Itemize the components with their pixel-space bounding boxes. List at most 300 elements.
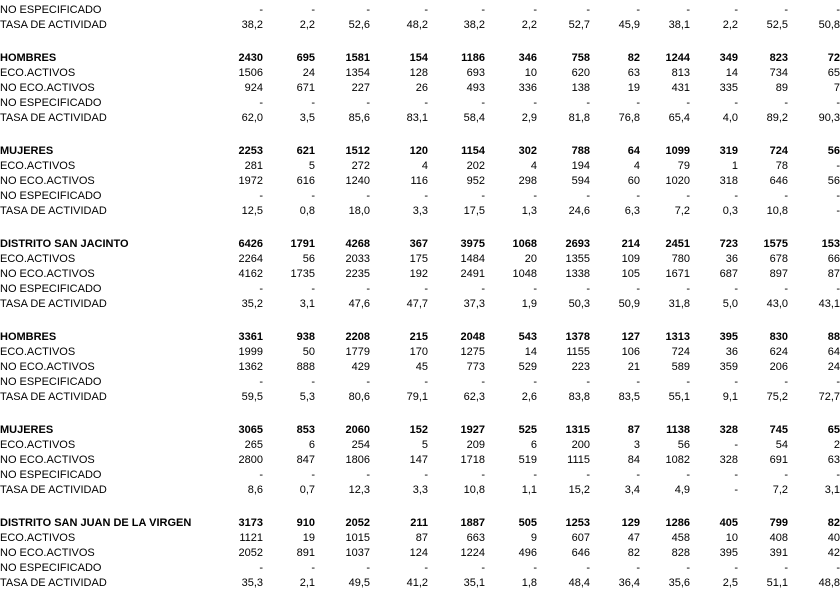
value-cell: - [533,97,537,109]
value-cell: 24 [827,361,840,373]
value-cell: 2,6 [521,391,537,403]
value-cell: 59,5 [241,391,263,403]
value-cell: 1253 [565,517,590,529]
value-cell: 82 [627,547,640,559]
value-cell: 1240 [345,175,370,187]
value-cell: 66 [827,253,840,265]
value-cell: 40 [827,532,840,544]
value-cell: 693 [466,67,485,79]
value-cell: 5,0 [722,298,738,310]
section-header-row [0,516,840,531]
value-cell: 154 [409,52,428,64]
value-cell: 87 [627,424,640,436]
value-cell: 85,6 [348,112,370,124]
value-cell: - [784,4,788,16]
value-cell: 6 [530,439,537,451]
value-cell: 63 [627,67,640,79]
value-cell: 26 [415,82,428,94]
value-cell: 745 [769,424,788,436]
value-cell: 10,8 [766,205,788,217]
value-cell: 1115 [567,454,590,466]
value-cell: - [311,376,315,388]
table-row [0,468,840,483]
value-cell: - [836,4,840,16]
row-label: ECO.ACTIVOS [0,253,76,265]
value-cell: 1575 [763,238,788,250]
value-cell: 5 [308,160,315,172]
value-cell: - [424,97,428,109]
value-cell: 1,1 [521,484,537,496]
value-cell: 493 [466,82,485,94]
section-header-row [0,423,840,438]
spacer-cell [0,498,840,516]
value-cell: 616 [296,175,315,187]
value-cell: 42 [827,547,840,559]
value-cell: - [424,376,428,388]
value-cell: 1484 [460,253,485,265]
value-cell: 63 [827,454,840,466]
value-cell: 211 [410,517,428,529]
value-cell: 10 [725,532,738,544]
value-cell: 79,1 [406,391,428,403]
value-cell: 589 [671,361,690,373]
value-cell: 194 [571,160,590,172]
value-cell: 78 [775,160,788,172]
value-cell: - [836,97,840,109]
row-label: DISTRITO SAN JUAN DE LA VIRGEN [0,517,192,529]
value-cell: 83,1 [406,112,428,124]
value-cell: 2451 [665,238,690,250]
row-label: NO ESPECIFICADO [0,190,102,202]
value-cell: 723 [719,238,738,250]
value-cell: 924 [244,82,263,94]
value-cell: - [734,439,738,451]
value-cell: 90,3 [818,112,840,124]
table-row [0,297,840,312]
value-cell: - [836,469,840,481]
row-label: NO ESPECIFICADO [0,97,102,109]
value-cell: 1186 [461,52,485,64]
value-cell: 328 [719,454,738,466]
value-cell: - [836,205,840,217]
value-cell: 799 [769,517,788,529]
value-cell: 36 [725,253,738,265]
value-cell: 106 [621,346,640,358]
value-cell: 45,9 [618,19,640,31]
value-cell: 215 [409,331,428,343]
row-label: MUJERES [0,424,54,436]
row-label: TASA DE ACTIVIDAD [0,577,107,589]
value-cell: 4 [530,160,537,172]
value-cell: 1020 [665,175,690,187]
activity-table-body [0,3,840,591]
value-cell: - [836,562,840,574]
value-cell: 336 [518,82,537,94]
value-cell: - [259,97,263,109]
value-cell: 120 [409,145,428,157]
value-cell: 20 [524,253,537,265]
value-cell: - [686,469,690,481]
section-header-row [0,330,840,345]
row-label: NO ESPECIFICADO [0,562,102,574]
value-cell: 227 [351,82,370,94]
row-label: TASA DE ACTIVIDAD [0,298,107,310]
value-cell: 346 [518,52,537,64]
spacer-row [0,126,840,144]
value-cell: 281 [244,160,263,172]
value-cell: 2235 [345,268,370,280]
value-cell: - [686,190,690,202]
value-cell: 1082 [665,454,690,466]
value-cell: - [259,562,263,574]
value-cell: 1378 [565,331,590,343]
value-cell: - [784,562,788,574]
value-cell: 48,4 [568,577,590,589]
value-cell: 56 [302,253,315,265]
value-cell: 1286 [665,517,690,529]
value-cell: 1099 [665,145,690,157]
value-cell: 76,8 [618,112,640,124]
value-cell: - [481,469,485,481]
value-cell: 780 [671,253,690,265]
value-cell: 1338 [565,268,590,280]
value-cell: - [734,484,738,496]
value-cell: 1037 [345,547,370,559]
value-cell: 1,3 [521,205,537,217]
value-cell: 62,3 [463,391,485,403]
value-cell: 14 [524,346,537,358]
value-cell: 49,5 [348,577,370,589]
table-row [0,375,840,390]
value-cell: 24 [302,67,315,79]
value-cell: 724 [671,346,690,358]
table-row [0,546,840,561]
value-cell: 8,6 [247,484,263,496]
value-cell: 773 [466,361,485,373]
spacer-row [0,219,840,237]
value-cell: 3173 [238,517,263,529]
value-cell: 5,3 [299,391,315,403]
value-cell: 88 [827,331,840,343]
value-cell: - [481,562,485,574]
value-cell: - [784,190,788,202]
table-row [0,189,840,204]
value-cell: 678 [769,253,788,265]
value-cell: 87 [827,268,840,280]
row-label: HOMBRES [0,52,57,64]
value-cell: 9,1 [722,391,738,403]
table-row [0,81,840,96]
table-row [0,576,840,591]
row-label: ECO.ACTIVOS [0,160,76,172]
value-cell: 1512 [345,145,370,157]
table-row [0,96,840,111]
value-cell: - [533,376,537,388]
value-cell: 1581 [345,52,370,64]
value-cell: 4,0 [722,112,738,124]
row-label: NO ESPECIFICADO [0,283,102,295]
value-cell: 319 [719,145,738,157]
spacer-cell [0,405,840,423]
spacer-cell [0,312,840,330]
value-cell: 0,8 [299,205,315,217]
row-label: TASA DE ACTIVIDAD [0,19,107,31]
value-cell: 19 [627,82,640,94]
value-cell: 1,8 [521,577,537,589]
value-cell: 56 [827,175,840,187]
value-cell: 60 [627,175,640,187]
value-cell: - [636,4,640,16]
value-cell: 56 [827,145,840,157]
value-cell: 3,1 [824,484,840,496]
row-label: ECO.ACTIVOS [0,67,76,79]
value-cell: 5 [421,439,428,451]
value-cell: 594 [571,175,590,187]
value-cell: 888 [296,361,315,373]
value-cell: 1355 [565,253,590,265]
value-cell: 758 [571,52,590,64]
value-cell: 0,3 [722,205,738,217]
value-cell: 272 [351,160,370,172]
value-cell: - [734,190,738,202]
value-cell: 830 [769,331,788,343]
row-label: DISTRITO SAN JACINTO [0,238,129,250]
row-label: NO ECO.ACTIVOS [0,454,95,466]
value-cell: 200 [571,439,590,451]
value-cell: 36,4 [618,577,640,589]
value-cell: 429 [351,361,370,373]
value-cell: 1718 [460,454,485,466]
value-cell: 391 [769,547,788,559]
value-cell: 2,1 [299,577,315,589]
value-cell: 9 [530,532,537,544]
value-cell: - [533,190,537,202]
value-cell: 10 [524,67,537,79]
value-cell: 52,7 [568,19,590,31]
value-cell: 82 [827,517,840,529]
row-label: TASA DE ACTIVIDAD [0,391,107,403]
value-cell: 1224 [460,547,485,559]
value-cell: 2060 [345,424,370,436]
value-cell: 3361 [238,331,263,343]
value-cell: 7,2 [674,205,690,217]
value-cell: 65 [827,67,840,79]
value-cell: - [424,469,428,481]
value-cell: - [424,283,428,295]
value-cell: 1275 [460,346,485,358]
value-cell: 35,2 [241,298,263,310]
value-cell: 4 [633,160,640,172]
value-cell: 359 [719,361,738,373]
row-label: NO ECO.ACTIVOS [0,175,95,187]
value-cell: 129 [621,517,640,529]
value-cell: 1 [731,160,738,172]
value-cell: 3,4 [624,484,640,496]
value-cell: 35,6 [668,577,690,589]
value-cell: 56 [677,439,690,451]
row-label: TASA DE ACTIVIDAD [0,112,107,124]
table-row [0,531,840,546]
value-cell: - [636,283,640,295]
table-row [0,204,840,219]
value-cell: 938 [296,331,315,343]
table-row [0,159,840,174]
section-header-row [0,144,840,159]
value-cell: - [686,4,690,16]
value-cell: 1506 [238,67,263,79]
value-cell: 328 [719,424,738,436]
value-cell: 89 [775,82,788,94]
value-cell: 38,1 [668,19,690,31]
row-label: NO ECO.ACTIVOS [0,547,95,559]
value-cell: - [836,190,840,202]
value-cell: 695 [296,52,315,64]
value-cell: - [533,283,537,295]
value-cell: - [784,97,788,109]
value-cell: - [586,4,590,16]
value-cell: 367 [409,238,428,250]
value-cell: 31,8 [668,298,690,310]
value-cell: 519 [518,454,537,466]
value-cell: 1671 [665,268,690,280]
value-cell: 496 [518,547,537,559]
value-cell: - [636,190,640,202]
value-cell: 223 [571,361,590,373]
value-cell: 62,0 [241,112,263,124]
spacer-row [0,498,840,516]
value-cell: 38,2 [241,19,263,31]
value-cell: 646 [769,175,788,187]
table-row [0,18,840,33]
value-cell: - [481,376,485,388]
value-cell: 646 [571,547,590,559]
value-cell: - [836,160,840,172]
value-cell: 525 [518,424,537,436]
value-cell: - [259,190,263,202]
value-cell: 349 [719,52,738,64]
value-cell: 431 [671,82,690,94]
value-cell: 80,6 [348,391,370,403]
table-row [0,483,840,498]
value-cell: 127 [621,331,640,343]
value-cell: - [734,4,738,16]
value-cell: - [533,469,537,481]
value-cell: 170 [409,346,428,358]
value-cell: 65,4 [668,112,690,124]
value-cell: - [259,469,263,481]
value-cell: 1015 [345,532,370,544]
value-cell: 2208 [345,331,370,343]
value-cell: - [836,376,840,388]
value-cell: 153 [821,238,840,250]
value-cell: - [311,97,315,109]
value-cell: 47,6 [348,298,370,310]
value-cell: 21 [627,361,640,373]
value-cell: 147 [409,454,428,466]
value-cell: 543 [518,331,537,343]
row-label: NO ESPECIFICADO [0,4,102,16]
value-cell: 624 [769,346,788,358]
value-cell: 2693 [565,238,590,250]
value-cell: - [636,97,640,109]
row-label: HOMBRES [0,331,57,343]
value-cell: 734 [769,67,788,79]
value-cell: 12,3 [348,484,370,496]
value-cell: 109 [621,253,640,265]
value-cell: - [311,283,315,295]
value-cell: 43,1 [818,298,840,310]
value-cell: 823 [769,52,788,64]
value-cell: 116 [410,175,428,187]
value-cell: 3065 [238,424,263,436]
value-cell: - [586,190,590,202]
value-cell: 79 [677,160,690,172]
value-cell: - [686,97,690,109]
value-cell: - [311,562,315,574]
value-cell: 55,1 [668,391,690,403]
value-cell: 2264 [238,253,263,265]
value-cell: 10,8 [463,484,485,496]
value-cell: - [366,283,370,295]
value-cell: - [259,376,263,388]
value-cell: 1362 [238,361,263,373]
value-cell: - [424,190,428,202]
value-cell: 38,2 [463,19,485,31]
value-cell: 1244 [665,52,690,64]
value-cell: 45 [415,361,428,373]
value-cell: 83,8 [568,391,590,403]
value-cell: 1121 [239,532,263,544]
spacer-row [0,33,840,51]
value-cell: 1887 [460,517,485,529]
section-header-row [0,237,840,252]
value-cell: 48,2 [406,19,428,31]
value-cell: 2052 [345,517,370,529]
value-cell: 83,5 [618,391,640,403]
spacer-row [0,312,840,330]
value-cell: 2033 [345,253,370,265]
value-cell: 671 [296,82,315,94]
value-cell: - [366,469,370,481]
value-cell: 35,1 [463,577,485,589]
value-cell: 47,7 [406,298,428,310]
section-header-row [0,51,840,66]
value-cell: - [259,4,263,16]
value-cell: 2048 [460,331,485,343]
value-cell: 687 [719,268,738,280]
value-cell: - [586,283,590,295]
value-cell: 2,2 [722,19,738,31]
value-cell: 152 [409,424,428,436]
value-cell: - [311,469,315,481]
value-cell: 3975 [460,238,485,250]
value-cell: - [533,562,537,574]
value-cell: 4268 [345,238,370,250]
value-cell: 2,5 [722,577,738,589]
value-cell: 0,7 [299,484,315,496]
value-cell: 37,3 [463,298,485,310]
value-cell: 335 [719,82,738,94]
value-cell: 607 [571,532,590,544]
value-cell: 12,5 [241,205,263,217]
value-cell: - [586,376,590,388]
value-cell: 6 [308,439,315,451]
value-cell: 17,5 [463,205,485,217]
table-row [0,438,840,453]
value-cell: 318 [719,175,738,187]
value-cell: - [259,283,263,295]
value-cell: 128 [409,67,428,79]
